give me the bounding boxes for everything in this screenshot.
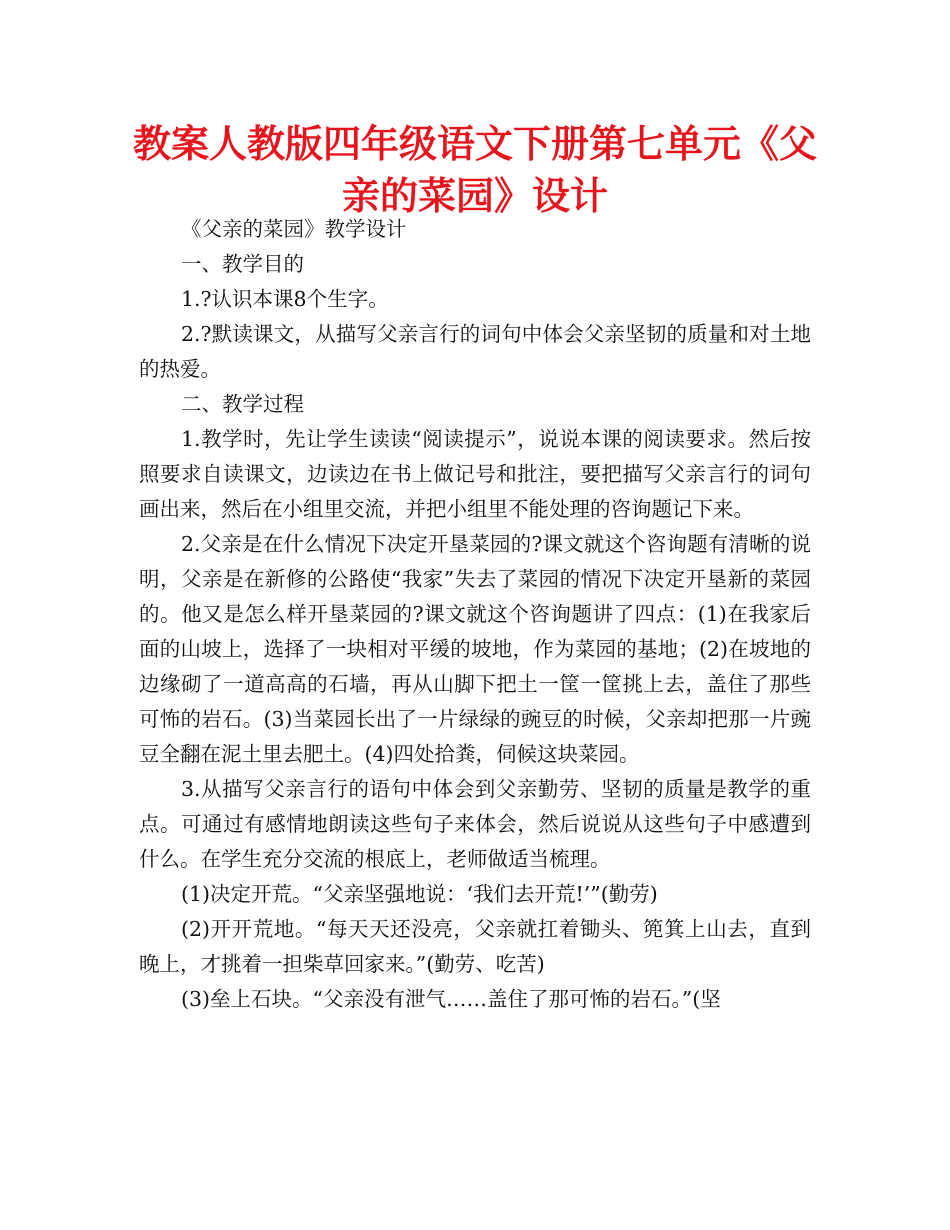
paragraph-section-process: 二、教学过程 [181, 392, 304, 416]
paragraph-section-objectives: 一、教学目的 [181, 252, 304, 276]
paragraph-subtitle: 《父亲的菜园》教学设计 [181, 217, 407, 241]
paragraph-point-2: (2)开开荒地。“每天天还没亮，父亲就扛着锄头、篼箕上山去，直到晚上，才挑着一担柴草回家来。”(勤劳、吃苦) [139, 917, 811, 976]
paragraph-point-3: (3)垒上石块。“父亲没有泄气……盖住了那可怖的岩石。”(坚 [181, 987, 721, 1011]
paragraph-process-1: 1.教学时，先让学生读读“阅读提示”，说说本课的阅读要求。然后按照要求自读课文，边读边在书上做记号和批注，要把描写父亲言行的词句画出来，然后在小组里交流，并把小组里不能处理的咨询题记下来。 [139, 427, 811, 521]
paragraph-objective-2: 2.?默读课文，从描写父亲言行的词句中体会父亲坚韧的质量和对土地的热爱。 [139, 322, 811, 381]
paragraph-point-1: (1)决定开荒。“父亲坚强地说：‘我们去开荒!’”(勤劳) [181, 882, 658, 906]
document-title: 教案人教版四年级语文下册第七单元《父亲的菜园》设计 [132, 122, 817, 218]
paragraph-objective-1: 1.?认识本课8个生字。 [181, 287, 389, 311]
paragraph-process-3: 3.从描写父亲言行的语句中体会到父亲勤劳、坚韧的质量是教学的重点。可通过有感情地朗读这些句子来体会，然后说说从这些句子中感遭到什么。在学生充分交流的根底上，老师做适当梳理。 [139, 777, 811, 871]
paragraph-process-2: 2.父亲是在什么情况下决定开垦菜园的?课文就这个咨询题有清晰的说明，父亲是在新修的公路使“我家”失去了菜园的情况下决定开垦新的菜园的。他又是怎么样开垦菜园的?课文就这个咨询题讲了四点：(1)在我家后面的山坡上，选择了一块相对平缓的坡地，作为菜园的基地；(2)在坡地的边缘砌了一道高高的石墙，再从山脚下把土一筐一筐挑上去，盖住了那些可怖的岩石。(3)当菜园长出了一片绿绿的豌豆的时候，父亲却把那一片豌豆全翻在泥土里去肥土。(4)四处拾粪，伺候这块菜园。 [139, 532, 811, 766]
document-body [139, 212, 811, 1017]
